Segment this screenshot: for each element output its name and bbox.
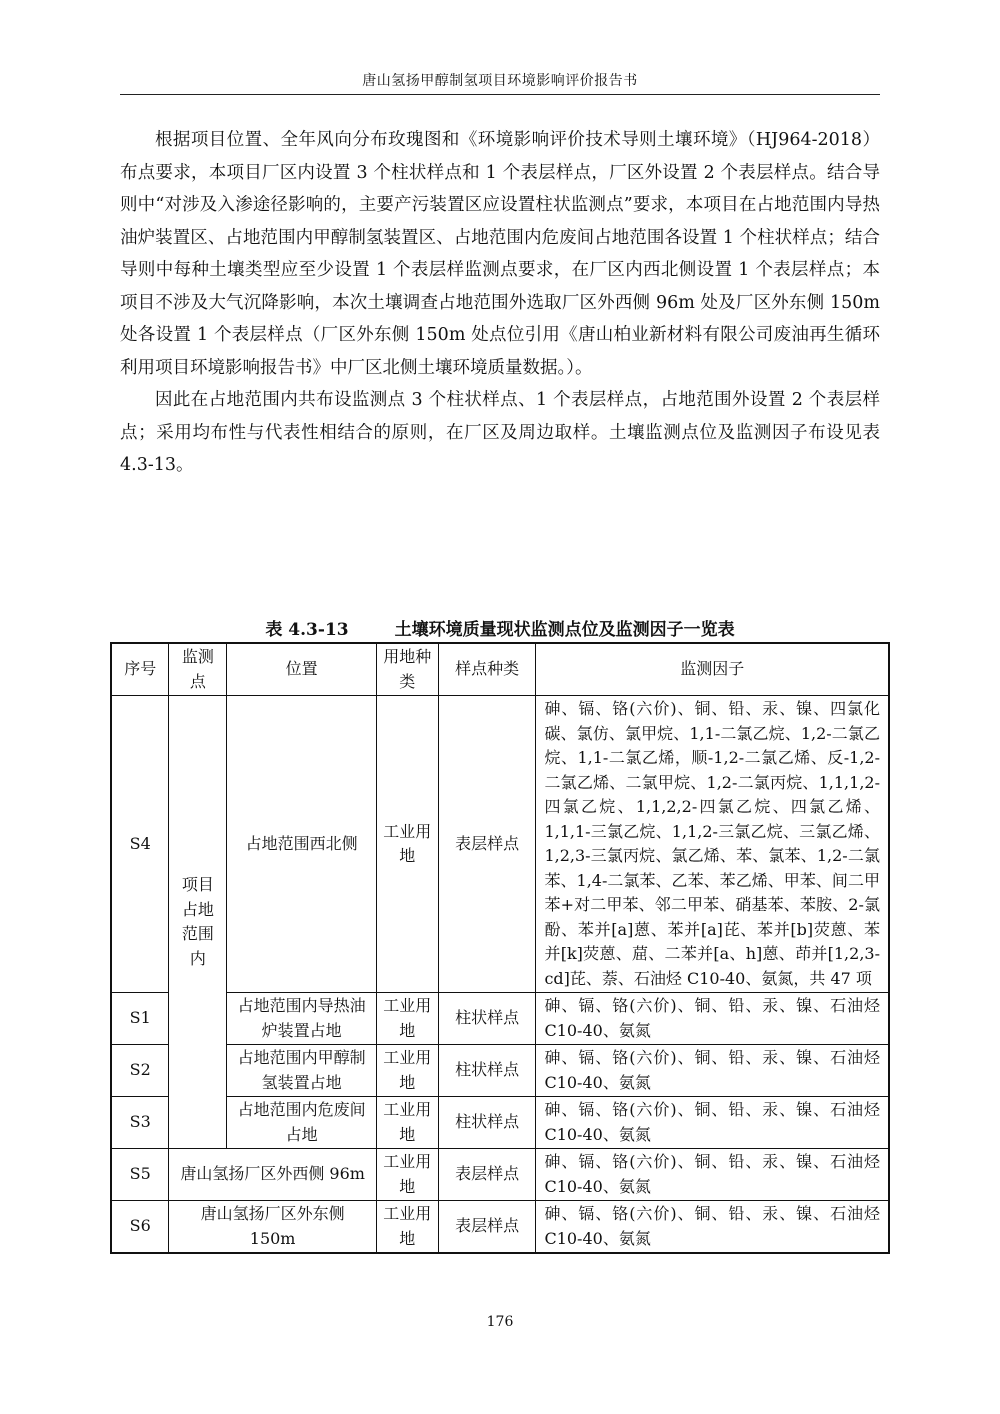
header-factors: 监测因子 bbox=[536, 643, 889, 696]
table-row bbox=[111, 993, 889, 1045]
page-number: 176 bbox=[486, 1314, 514, 1330]
table-caption-title: 土壤环境质量现状监测点位及监测因子一览表 bbox=[394, 620, 735, 640]
cell-land: 工业用地 bbox=[376, 696, 438, 993]
cell-no: S5 bbox=[111, 1149, 169, 1201]
header-land: 用地种类 bbox=[376, 643, 438, 696]
cell-location: 占地范围内导热油炉装置占地 bbox=[227, 993, 377, 1045]
cell-no: S6 bbox=[111, 1201, 169, 1254]
header-point: 监测点 bbox=[169, 643, 227, 696]
header-rule bbox=[120, 94, 880, 95]
paragraph-2: 因此在占地范围内共布设监测点 3 个柱状样点、1 个表层样点，占地范围外设置 2 个表层样点；采用均布性与代表性相结合的原则，在厂区及周边取样。土壤监测点位及监测因子布设见表 4.3-13。 bbox=[120, 390, 880, 475]
cell-land: 工业用地 bbox=[376, 1045, 438, 1097]
cell-type: 柱状样点 bbox=[438, 1097, 536, 1149]
monitoring-table bbox=[110, 642, 890, 1254]
cell-no: S4 bbox=[111, 696, 169, 993]
cell-land: 工业用地 bbox=[376, 1201, 438, 1254]
paragraph-1: 根据项目位置、全年风向分布玫瑰图和《环境影响评价技术导则土壤环境》（HJ964-2018）布点要求，本项目厂区内设置 3 个柱状样点和 1 个表层样点，厂区外设置 2 个表层样点。结合导则中“对涉及入渗途径影响的，主要产污装置区应设置柱状监测点”要求，本项目在占地范围内导热油炉装置区、占地范围内甲醇制氢装置区、占地范围内危废间占地范围各设置 1 个柱状样点；结合导则中每种土壤类型应至少设置 1 个表层样监测点要求，在厂区内西北侧设置 1 个表层样点；本项目不涉及大气沉降影响，本次土壤调查占地范围外选取厂区外西侧 96m 处及厂区外东侧 150m 处各设置 1 个表层样点（厂区外东侧 150m 处点位引用《唐山柏业新材料有限公司废油再生循环利用项目环境影响报告书》中厂区北侧土壤环境质量数据。）。 bbox=[120, 130, 880, 378]
cell-land: 工业用地 bbox=[376, 993, 438, 1045]
cell-location: 占地范围内甲醇制氢装置占地 bbox=[227, 1045, 377, 1097]
table-row bbox=[111, 696, 889, 993]
running-header: 唐山氢扬甲醇制氢项目环境影响评价报告书 bbox=[362, 73, 638, 89]
cell-factors: 砷、镉、铬(六价)、铜、铅、汞、镍、石油烃 C10-40、氨氮 bbox=[536, 1097, 889, 1149]
cell-land: 工业用地 bbox=[376, 1097, 438, 1149]
header-no: 序号 bbox=[111, 643, 169, 696]
table-caption-number: 表 4.3-13 bbox=[265, 620, 349, 640]
cell-type: 表层样点 bbox=[438, 696, 536, 993]
cell-location: 唐山氢扬厂区外西侧 96m bbox=[169, 1149, 376, 1201]
cell-point-group: 项目占地范围内 bbox=[169, 696, 227, 1149]
cell-factors: 砷、镉、铬(六价)、铜、铅、汞、镍、石油烃 C10-40、氨氮 bbox=[536, 1201, 889, 1254]
header-type: 样点种类 bbox=[438, 643, 536, 696]
cell-type: 柱状样点 bbox=[438, 993, 536, 1045]
table-row bbox=[111, 1149, 889, 1201]
cell-location: 唐山氢扬厂区外东侧 150m bbox=[169, 1201, 376, 1254]
header-location: 位置 bbox=[227, 643, 377, 696]
cell-type: 柱状样点 bbox=[438, 1045, 536, 1097]
cell-no: S2 bbox=[111, 1045, 169, 1097]
table-header-row bbox=[111, 643, 889, 696]
table-row bbox=[111, 1045, 889, 1097]
cell-land: 工业用地 bbox=[376, 1149, 438, 1201]
table-caption bbox=[110, 615, 890, 640]
cell-factors: 砷、镉、铬(六价)、铜、铅、汞、镍、四氯化碳、氯仿、氯甲烷、1,1-二氯乙烷、1,2-二氯乙烷、1,1-二氯乙烯，顺-1,2-二氯乙烯、反-1,2-二氯乙烯、二氯甲烷、1,2-二氯丙烷、1,1,1,2-四氯乙烷、1,1,2,2-四氯乙烷、四氯乙烯、1,1,1-三氯乙烷、1,1,2-三氯乙烷、三氯乙烯、1,2,3-三氯丙烷、氯乙烯、苯、氯苯、1,2-二氯苯、1,4-二氯苯、乙苯、苯乙烯、甲苯、间二甲苯+对二甲苯、邻二甲苯、硝基苯、苯胺、2-氯酚、苯并[a]蒽、苯并[a]芘、苯并[b]荧蒽、苯并[k]荧蒽、䓛、二苯并[a、h]蒽、茚并[1,2,3-cd]芘、萘、石油烃 C10-40、氨氮，共 47 项 bbox=[536, 696, 889, 993]
cell-factors: 砷、镉、铬(六价)、铜、铅、汞、镍、石油烃 C10-40、氨氮 bbox=[536, 1149, 889, 1201]
cell-type: 表层样点 bbox=[438, 1201, 536, 1254]
cell-location: 占地范围内危废间占地 bbox=[227, 1097, 377, 1149]
cell-no: S3 bbox=[111, 1097, 169, 1149]
cell-type: 表层样点 bbox=[438, 1149, 536, 1201]
table-row bbox=[111, 1097, 889, 1149]
cell-location: 占地范围西北侧 bbox=[227, 696, 377, 993]
table-row bbox=[111, 1201, 889, 1254]
cell-factors: 砷、镉、铬(六价)、铜、铅、汞、镍、石油烃 C10-40、氨氮 bbox=[536, 1045, 889, 1097]
body-text bbox=[120, 124, 880, 482]
cell-factors: 砷、镉、铬(六价)、铜、铅、汞、镍、石油烃 C10-40、氨氮 bbox=[536, 993, 889, 1045]
cell-no: S1 bbox=[111, 993, 169, 1045]
